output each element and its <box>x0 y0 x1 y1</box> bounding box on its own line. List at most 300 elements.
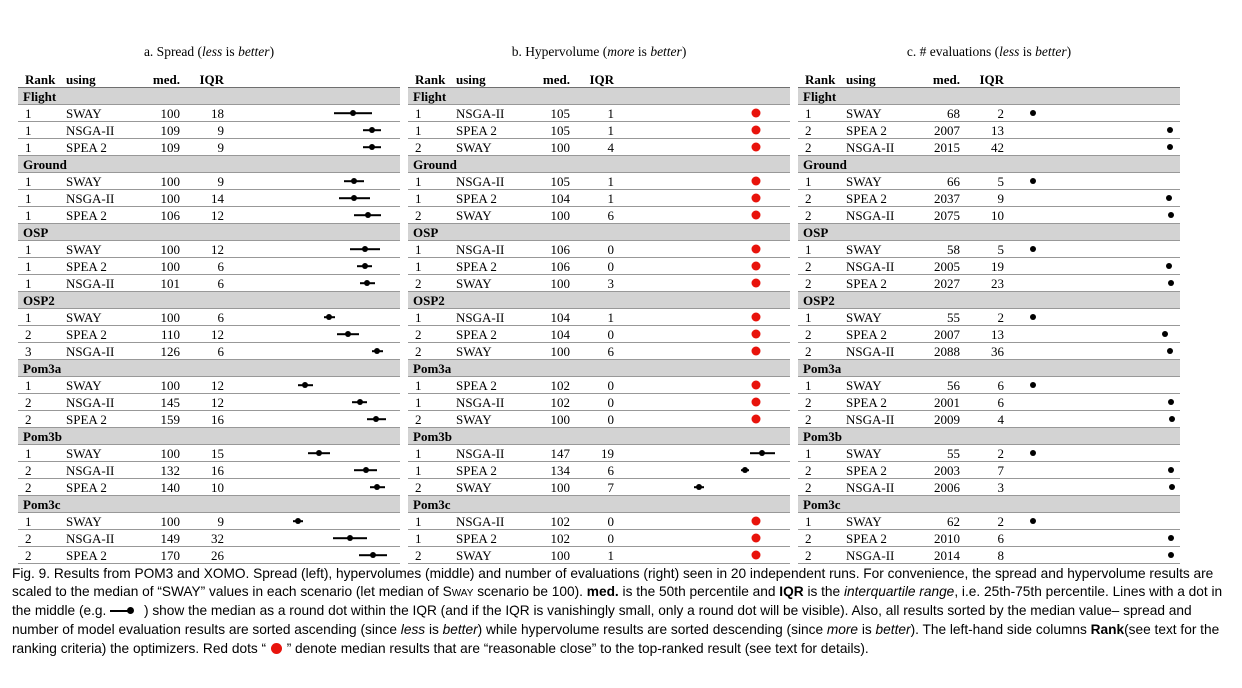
text-segment: med. <box>586 584 619 600</box>
iqr-cell: 4 <box>607 139 614 155</box>
iqr-plot <box>250 548 392 562</box>
median-cell: 105 <box>550 173 570 189</box>
median-dot <box>1030 178 1036 184</box>
median-cell: 100 <box>160 190 180 206</box>
text-segment: interquartile range <box>843 584 955 600</box>
rank-cell: 2 <box>805 139 812 155</box>
median-dot <box>1166 195 1172 201</box>
scenario-name: Pom3a <box>413 360 452 376</box>
optimizer-cell: NSGA-II <box>456 105 505 121</box>
text-segment: ). The left-hand side columns <box>910 621 1091 637</box>
iqr-plot <box>1030 174 1172 188</box>
panel-evaluations <box>798 44 1180 564</box>
result-row <box>18 122 400 139</box>
scenario-name: Pom3b <box>23 428 62 444</box>
median-dot <box>351 178 357 184</box>
result-row <box>798 207 1180 224</box>
median-dot <box>1167 127 1173 133</box>
text-segment: c. # evaluations ( <box>906 44 1000 59</box>
scenario-group-header <box>798 496 1180 513</box>
iqr-plot <box>640 191 782 205</box>
rank-cell: 1 <box>25 139 32 155</box>
iqr-plot <box>250 191 392 205</box>
scenario-group-header <box>18 156 400 173</box>
median-cell: 140 <box>160 479 180 495</box>
rank-cell: 2 <box>805 462 812 478</box>
red-median-dot <box>752 313 761 322</box>
iqr-cell: 1 <box>607 173 614 189</box>
result-row <box>18 479 400 496</box>
iqr-cell: 13 <box>991 326 1004 342</box>
result-row <box>408 411 790 428</box>
optimizer-cell: SWAY <box>456 207 492 223</box>
rank-cell: 1 <box>415 309 422 325</box>
text-segment: Fig. 9. Results from POM3 and XOMO. Spread (left), hypervolumes (middle) and number of evaluations (right) seen in 20 independent runs. For convenience, the spread and hypervolume results are scaled to the median of “SWAY” values in each scenario (let median of <box>12 565 1214 600</box>
iqr-plot <box>640 106 782 120</box>
optimizer-cell: SWAY <box>66 241 102 257</box>
optimizer-cell: SPEA 2 <box>66 207 107 223</box>
optimizer-cell: SWAY <box>456 479 492 495</box>
iqr-cell: 42 <box>991 139 1004 155</box>
rank-cell: 1 <box>25 122 32 138</box>
iqr-plot <box>250 123 392 137</box>
iqr-cell: 12 <box>211 377 224 393</box>
median-cell: 2014 <box>934 547 960 563</box>
result-row <box>798 258 1180 275</box>
column-header: med. <box>932 71 960 87</box>
rank-cell: 2 <box>805 411 812 427</box>
iqr-plot <box>250 208 392 222</box>
iqr-cell: 6 <box>997 377 1004 393</box>
median-dot <box>1166 263 1172 269</box>
text-segment: scenario be 100). <box>473 584 587 600</box>
median-dot <box>1168 280 1174 286</box>
rank-cell: 2 <box>25 326 32 342</box>
optimizer-cell: NSGA-II <box>846 411 895 427</box>
iqr-cell: 7 <box>997 462 1004 478</box>
rank-cell: 1 <box>415 377 422 393</box>
result-row <box>18 445 400 462</box>
iqr-cell: 19 <box>991 258 1004 274</box>
result-row <box>408 343 790 360</box>
scenario-name: Pom3b <box>803 428 842 444</box>
iqr-cell: 6 <box>607 343 614 359</box>
iqr-plot <box>1030 327 1172 341</box>
result-row <box>798 105 1180 122</box>
median-cell: 100 <box>160 445 180 461</box>
result-row <box>18 275 400 292</box>
optimizer-cell: SPEA 2 <box>846 122 887 138</box>
median-cell: 56 <box>947 377 960 393</box>
iqr-cell: 26 <box>211 547 224 563</box>
scenario-group-header <box>18 496 400 513</box>
median-cell: 55 <box>947 445 960 461</box>
scenario-name: Pom3c <box>803 496 841 512</box>
rank-cell: 2 <box>805 258 812 274</box>
median-cell: 102 <box>550 530 570 546</box>
median-cell: 132 <box>160 462 180 478</box>
scenario-group-header <box>798 156 1180 173</box>
iqr-cell: 6 <box>997 530 1004 546</box>
iqr-plot <box>1030 514 1172 528</box>
column-header: Rank <box>415 71 446 87</box>
optimizer-cell: SPEA 2 <box>846 530 887 546</box>
iqr-plot <box>1030 123 1172 137</box>
rank-cell: 1 <box>415 105 422 121</box>
scenario-group-header <box>18 428 400 445</box>
optimizer-cell: NSGA-II <box>846 479 895 495</box>
scenario-name: OSP2 <box>803 292 835 308</box>
iqr-plot <box>640 412 782 426</box>
scenario-name: OSP <box>413 224 439 240</box>
median-cell: 109 <box>160 122 180 138</box>
iqr-cell: 2 <box>997 309 1004 325</box>
optimizer-cell: SWAY <box>66 445 102 461</box>
optimizer-cell: SPEA 2 <box>66 326 107 342</box>
median-dot <box>364 280 370 286</box>
iqr-plot <box>250 395 392 409</box>
scenario-name: Flight <box>413 88 447 104</box>
scenario-name: Pom3a <box>23 360 62 376</box>
text-segment: b. Hypervolume ( <box>511 44 608 59</box>
iqr-cell: 0 <box>607 411 614 427</box>
rank-cell: 1 <box>25 173 32 189</box>
rank-cell: 2 <box>805 207 812 223</box>
median-dot <box>362 263 368 269</box>
iqr-plot <box>640 463 782 477</box>
rank-cell: 1 <box>805 105 812 121</box>
iqr-plot <box>250 463 392 477</box>
optimizer-cell: SPEA 2 <box>66 139 107 155</box>
column-header: IQR <box>589 71 614 87</box>
optimizer-cell: NSGA-II <box>66 122 115 138</box>
median-cell: 105 <box>550 105 570 121</box>
median-cell: 2003 <box>934 462 960 478</box>
rank-cell: 3 <box>25 343 32 359</box>
result-row <box>18 513 400 530</box>
iqr-plot <box>640 531 782 545</box>
iqr-plot <box>640 548 782 562</box>
scenario-group-header <box>408 360 790 377</box>
scenario-group-header <box>18 224 400 241</box>
result-row <box>18 207 400 224</box>
iqr-plot <box>1030 395 1172 409</box>
median-dot <box>347 535 353 541</box>
rank-cell: 2 <box>805 190 812 206</box>
optimizer-cell: SPEA 2 <box>846 462 887 478</box>
median-dot <box>742 467 748 473</box>
text-segment: ) <box>1066 44 1072 59</box>
median-dot <box>350 110 356 116</box>
scenario-group-header <box>798 360 1180 377</box>
iqr-plot <box>250 378 392 392</box>
result-row <box>18 530 400 547</box>
scenario-group-header <box>408 428 790 445</box>
median-dot <box>1168 212 1174 218</box>
iqr-cell: 5 <box>997 173 1004 189</box>
result-row <box>18 258 400 275</box>
median-cell: 2005 <box>934 258 960 274</box>
optimizer-cell: SWAY <box>846 173 882 189</box>
text-segment: more <box>826 621 859 637</box>
median-dot <box>1030 450 1036 456</box>
iqr-cell: 8 <box>997 547 1004 563</box>
scenario-name: OSP <box>23 224 49 240</box>
rank-cell: 1 <box>25 190 32 206</box>
scenario-group-header <box>798 292 1180 309</box>
median-dot <box>362 246 368 252</box>
rank-cell: 2 <box>25 530 32 546</box>
red-median-dot <box>752 398 761 407</box>
median-cell: 134 <box>550 462 570 478</box>
median-cell: 100 <box>550 207 570 223</box>
result-row <box>408 462 790 479</box>
rank-cell: 2 <box>415 326 422 342</box>
result-row <box>18 343 400 360</box>
iqr-plot <box>250 140 392 154</box>
result-row <box>798 343 1180 360</box>
panel-hypervolume <box>408 44 790 564</box>
iqr-plot <box>1030 191 1172 205</box>
median-cell: 2001 <box>934 394 960 410</box>
iqr-cell: 14 <box>211 190 224 206</box>
median-cell: 100 <box>160 513 180 529</box>
result-row <box>798 479 1180 496</box>
optimizer-cell: SPEA 2 <box>66 547 107 563</box>
column-header: Rank <box>25 71 56 87</box>
iqr-plot <box>640 446 782 460</box>
iqr-plot <box>1030 344 1172 358</box>
median-dot <box>1168 467 1174 473</box>
median-dot <box>295 518 301 524</box>
result-row <box>798 241 1180 258</box>
rank-cell: 1 <box>415 445 422 461</box>
text-segment: ) show the median as a round dot within the IQR (and if the IQR is vanishingly small, only a round dot will be visible). Also, all results sorted by the median value– spread and number of model evaluation results are sorted ascending (since <box>12 603 1192 637</box>
scenario-group-header <box>798 88 1180 105</box>
text-segment: ” denote median results that are “reasonable close” to the top-ranked result (see text for details). <box>282 640 869 656</box>
scenario-name: Pom3b <box>413 428 452 444</box>
rank-cell: 1 <box>415 258 422 274</box>
iqr-plot <box>640 174 782 188</box>
rank-cell: 1 <box>805 173 812 189</box>
optimizer-cell: NSGA-II <box>456 241 505 257</box>
result-row <box>798 530 1180 547</box>
result-row <box>798 309 1180 326</box>
median-cell: 100 <box>550 343 570 359</box>
scenario-name: Flight <box>803 88 837 104</box>
iqr-plot <box>250 174 392 188</box>
iqr-cell: 36 <box>991 343 1004 359</box>
optimizer-cell: SWAY <box>846 309 882 325</box>
iqr-plot <box>1030 463 1172 477</box>
result-row <box>408 445 790 462</box>
iqr-cell: 2 <box>997 513 1004 529</box>
rank-cell: 1 <box>415 173 422 189</box>
median-cell: 106 <box>550 241 570 257</box>
result-row <box>18 241 400 258</box>
iqr-cell: 0 <box>607 530 614 546</box>
rank-cell: 1 <box>415 394 422 410</box>
median-cell: 2009 <box>934 411 960 427</box>
iqr-plot <box>1030 548 1172 562</box>
median-dot <box>370 552 376 558</box>
text-segment: better <box>238 44 270 59</box>
optimizer-cell: SWAY <box>66 513 102 529</box>
result-row <box>408 173 790 190</box>
scenario-group-header <box>408 496 790 513</box>
median-dot <box>365 212 371 218</box>
column-header: Rank <box>805 71 836 87</box>
result-row <box>18 547 400 564</box>
iqr-cell: 32 <box>211 530 224 546</box>
median-cell: 100 <box>550 547 570 563</box>
result-row <box>18 326 400 343</box>
median-cell: 126 <box>160 343 180 359</box>
optimizer-cell: SPEA 2 <box>66 258 107 274</box>
optimizer-cell: SPEA 2 <box>66 479 107 495</box>
median-cell: 100 <box>160 258 180 274</box>
result-row <box>18 377 400 394</box>
iqr-cell: 18 <box>211 105 224 121</box>
result-row <box>408 139 790 156</box>
rank-cell: 2 <box>805 479 812 495</box>
text-segment: less <box>999 44 1020 59</box>
rank-cell: 1 <box>25 275 32 291</box>
red-median-dot <box>752 534 761 543</box>
optimizer-cell: NSGA-II <box>66 462 115 478</box>
iqr-cell: 6 <box>217 309 224 325</box>
iqr-plot <box>1030 208 1172 222</box>
rank-cell: 2 <box>805 394 812 410</box>
iqr-cell: 9 <box>217 139 224 155</box>
red-median-dot <box>752 143 761 152</box>
median-dot <box>369 127 375 133</box>
iqr-plot <box>640 480 782 494</box>
median-cell: 2027 <box>934 275 960 291</box>
iqr-plot <box>250 327 392 341</box>
median-cell: 2037 <box>934 190 960 206</box>
optimizer-cell: NSGA-II <box>66 394 115 410</box>
rank-cell: 1 <box>805 445 812 461</box>
iqr-cell: 12 <box>211 326 224 342</box>
median-cell: 100 <box>550 411 570 427</box>
rank-cell: 2 <box>25 394 32 410</box>
iqr-plot <box>250 344 392 358</box>
red-median-dot <box>752 211 761 220</box>
optimizer-cell: SWAY <box>66 105 102 121</box>
optimizer-cell: SPEA 2 <box>846 326 887 342</box>
rank-cell: 1 <box>415 530 422 546</box>
iqr-cell: 3 <box>997 479 1004 495</box>
column-header-row <box>798 71 1180 88</box>
panel-spread <box>18 44 400 564</box>
optimizer-cell: SWAY <box>846 445 882 461</box>
result-row <box>798 173 1180 190</box>
scenario-group-header <box>18 360 400 377</box>
rank-cell: 1 <box>805 309 812 325</box>
rank-cell: 1 <box>25 241 32 257</box>
iqr-cell: 23 <box>991 275 1004 291</box>
median-cell: 100 <box>550 275 570 291</box>
column-header: med. <box>152 71 180 87</box>
optimizer-cell: SWAY <box>66 173 102 189</box>
scenario-group-header <box>408 292 790 309</box>
rank-cell: 2 <box>25 479 32 495</box>
median-cell: 101 <box>160 275 180 291</box>
text-segment: a. Spread ( <box>143 44 203 59</box>
text-segment: is <box>858 621 876 637</box>
scenario-group-header <box>408 156 790 173</box>
iqr-cell: 12 <box>211 207 224 223</box>
iqr-plot <box>1030 259 1172 273</box>
iqr-cell: 5 <box>997 241 1004 257</box>
iqr-cell: 6 <box>217 275 224 291</box>
column-header: IQR <box>979 71 1004 87</box>
median-cell: 104 <box>550 190 570 206</box>
median-dot <box>345 331 351 337</box>
result-row <box>408 326 790 343</box>
iqr-plot <box>250 514 392 528</box>
optimizer-cell: NSGA-II <box>66 343 115 359</box>
median-cell: 147 <box>550 445 570 461</box>
red-median-dot <box>752 194 761 203</box>
result-row <box>798 190 1180 207</box>
text-segment: less <box>202 44 223 59</box>
median-cell: 2007 <box>934 326 960 342</box>
text-segment: (see text for the ranking criteria) the optimizers. Red dots “ <box>12 621 1220 656</box>
text-segment: Rank <box>1090 621 1125 637</box>
iqr-plot <box>1030 378 1172 392</box>
median-cell: 102 <box>550 513 570 529</box>
median-dot <box>374 484 380 490</box>
panel-title <box>798 44 1180 62</box>
median-dot <box>1030 246 1036 252</box>
iqr-cell: 4 <box>997 411 1004 427</box>
result-row <box>798 513 1180 530</box>
median-cell: 100 <box>160 105 180 121</box>
iqr-cell: 6 <box>997 394 1004 410</box>
text-segment: IQR <box>779 584 804 600</box>
iqr-plot <box>1030 242 1172 256</box>
median-cell: 145 <box>160 394 180 410</box>
median-cell: 110 <box>160 326 180 342</box>
text-segment: better <box>650 44 682 59</box>
iqr-cell: 9 <box>217 173 224 189</box>
median-cell: 2006 <box>934 479 960 495</box>
median-dot <box>374 348 380 354</box>
median-cell: 62 <box>947 513 960 529</box>
iqr-plot <box>640 276 782 290</box>
iqr-plot <box>640 378 782 392</box>
iqr-cell: 6 <box>217 258 224 274</box>
result-row <box>798 377 1180 394</box>
result-row <box>408 241 790 258</box>
text-segment: more <box>607 44 635 59</box>
result-row <box>18 462 400 479</box>
rank-cell: 1 <box>415 190 422 206</box>
result-row <box>408 479 790 496</box>
median-dot <box>1030 314 1036 320</box>
result-row <box>18 394 400 411</box>
median-cell: 102 <box>550 377 570 393</box>
optimizer-cell: NSGA-II <box>456 173 505 189</box>
scenario-name: OSP2 <box>23 292 55 308</box>
optimizer-cell: SPEA 2 <box>456 258 497 274</box>
scenario-group-header <box>408 88 790 105</box>
optimizer-cell: NSGA-II <box>66 190 115 206</box>
rank-cell: 1 <box>25 309 32 325</box>
optimizer-cell: SPEA 2 <box>66 411 107 427</box>
